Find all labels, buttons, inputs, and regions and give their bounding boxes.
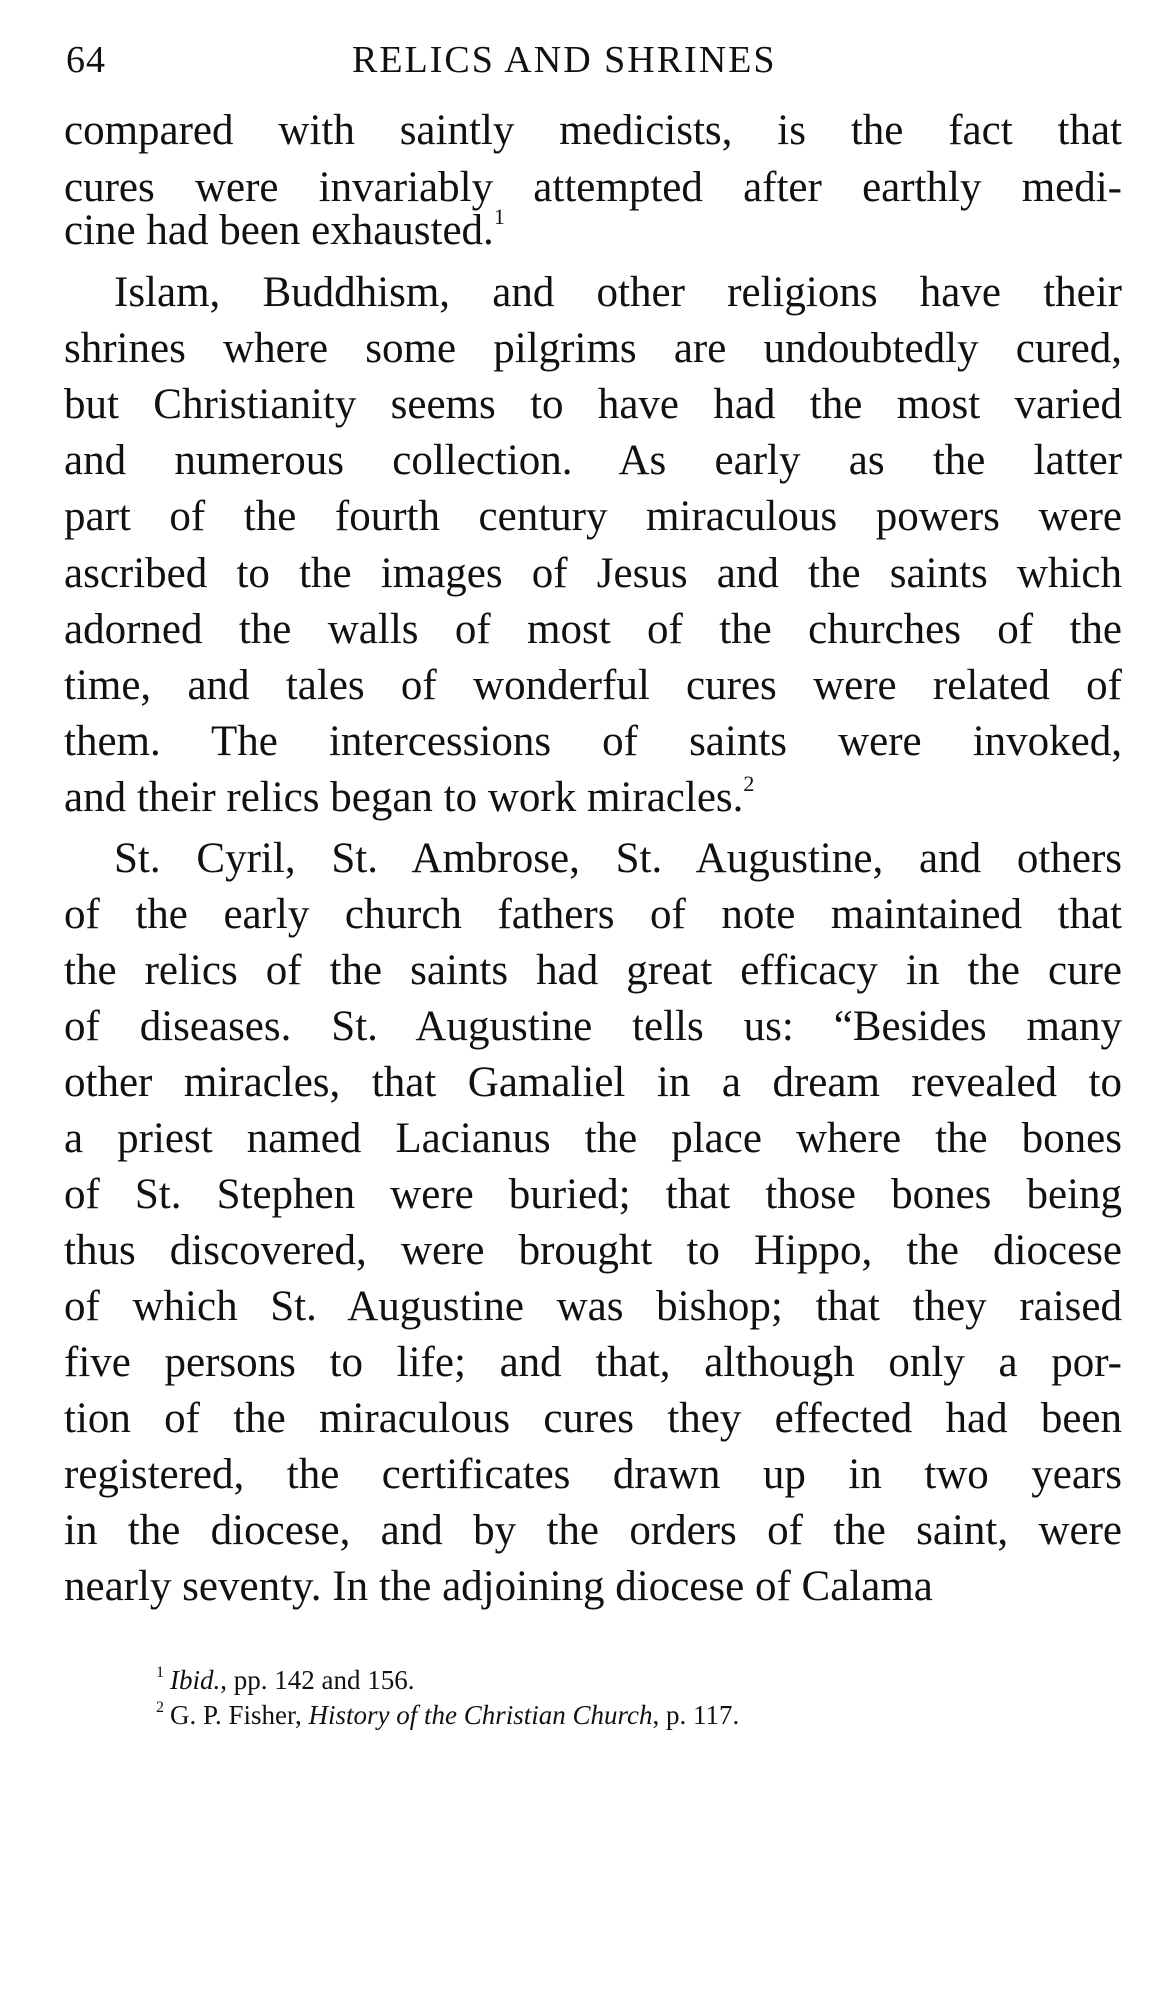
body-line: and numerous collection. As early as the latter <box>64 437 1122 484</box>
body-line: the relics of the saints had great efficacy in the cure <box>64 947 1122 994</box>
body-line: but Christianity seems to have had the most varied <box>64 381 1122 428</box>
footnote-source: History of the Christian Church <box>308 1700 653 1730</box>
page-number: 64 <box>66 39 106 81</box>
body-line: of which St. Augustine was bishop; that they raised <box>64 1283 1122 1330</box>
body-line: of the early church fathers of note maintained that <box>64 891 1122 938</box>
footnote <box>156 1662 414 1698</box>
body-line: adorned the walls of most of the churches of the <box>64 606 1122 653</box>
body-line: them. The intercessions of saints were invoked, <box>64 718 1122 765</box>
body-line-text: and their relics began to work miracles. <box>64 774 744 821</box>
body-line: ascribed to the images of Jesus and the saints which <box>64 550 1122 597</box>
body-line: of St. Stephen were buried; that those bones being <box>64 1171 1122 1218</box>
footnote-reference: 1 <box>493 204 505 229</box>
body-line: a priest named Lacianus the place where the bones <box>64 1115 1122 1162</box>
body-line: five persons to life; and that, although only a por- <box>64 1339 1122 1386</box>
body-line: nearly seventy. In the adjoining diocese of Calama <box>64 1563 933 1610</box>
body-line: registered, the certificates drawn up in two years <box>64 1451 1122 1498</box>
footnote-source: Ibid. <box>170 1665 221 1695</box>
footnote-author: G. P. Fisher, <box>170 1700 309 1730</box>
footnote-marker: 2 <box>156 1699 164 1716</box>
body-line: of diseases. St. Augustine tells us: “Besides many <box>64 1003 1122 1050</box>
footnote <box>156 1697 739 1733</box>
body-line: tion of the miraculous cures they effected had been <box>64 1395 1122 1442</box>
body-line: shrines where some pilgrims are undoubtedly cured, <box>64 325 1122 372</box>
body-line: compared with saintly medicists, is the fact that <box>64 107 1122 154</box>
body-line: in the diocese, and by the orders of the saint, were <box>64 1507 1122 1554</box>
footnote-marker: 1 <box>156 1664 164 1681</box>
body-line <box>64 200 1122 262</box>
body-line: time, and tales of wonderful cures were related of <box>64 662 1122 709</box>
body-line: cures were invariably attempted after earthly medi- <box>64 164 1122 211</box>
footnote-text: , p. 117. <box>652 1700 740 1730</box>
body-line: other miracles, that Gamaliel in a dream revealed to <box>64 1059 1122 1106</box>
body-line-text: cine had been exhausted. <box>64 207 494 254</box>
body-line: thus discovered, were brought to Hippo, the diocese <box>64 1227 1122 1274</box>
body-line: St. Cyril, St. Ambrose, St. Augustine, and others <box>114 835 1122 882</box>
body-line: part of the fourth century miraculous powers were <box>64 493 1122 540</box>
page-header <box>66 38 1116 88</box>
running-head: RELICS AND SHRINES <box>352 39 777 81</box>
body-line: Islam, Buddhism, and other religions have their <box>114 269 1122 316</box>
footnote-reference: 2 <box>743 771 755 796</box>
body-line <box>64 767 1122 829</box>
footnote-text: , pp. 142 and 156. <box>220 1665 415 1695</box>
